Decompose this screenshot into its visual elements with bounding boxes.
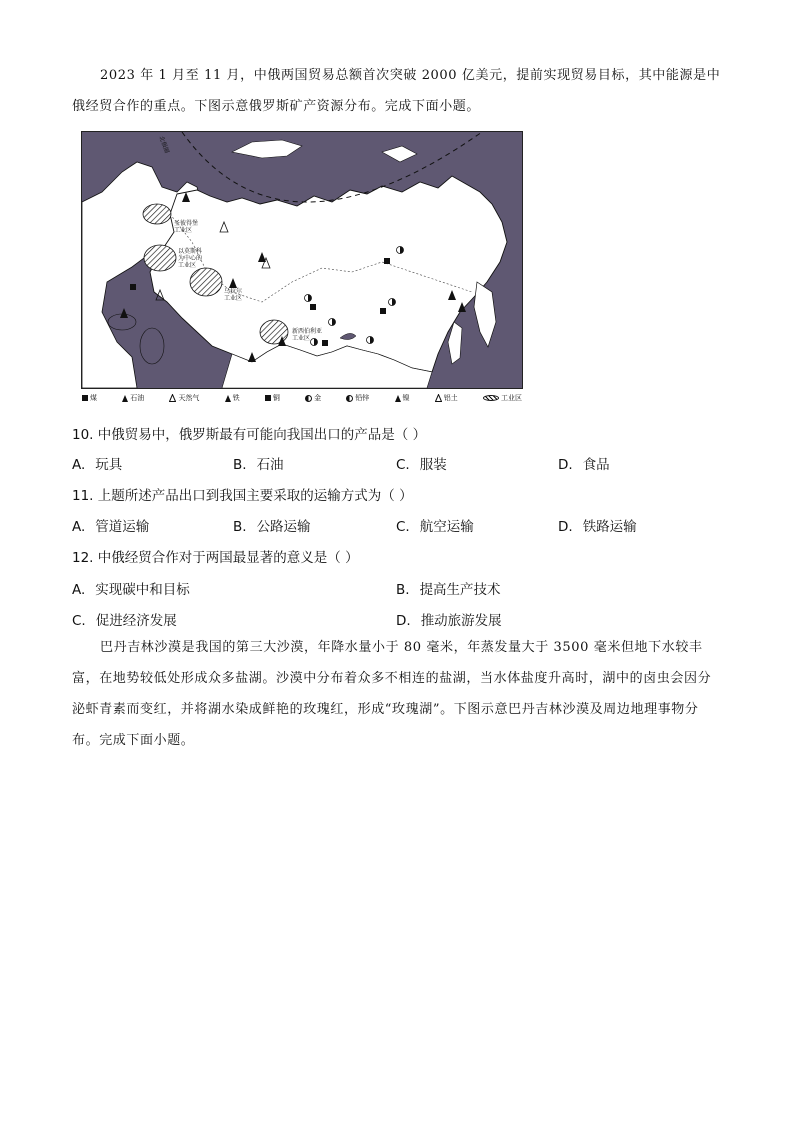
option-11-d[interactable]: D. 铁路运输 xyxy=(558,519,637,535)
question-12: 12. 中俄经贸合作对于两国最显著的意义是（ ） xyxy=(72,550,359,566)
triangle-icon xyxy=(225,395,231,402)
coal-symbol xyxy=(310,304,316,310)
legend-item: 工业区 xyxy=(483,393,522,403)
passage2-paragraph: 巴丹吉林沙漠是我国的第三大沙漠，年降水量小于 80 毫米，年蒸发量大于 3500 毫米但地下水较丰富，在地势较低处形成众多盐湖。沙漠中分布着众多不相连的盐湖，当水体盐度升高时，湖中的卤虫会因分泌虾青素而变红，并将湖水染成鲜艳的玫瑰红，形成“玫瑰湖”。下图示意巴丹吉林沙漠及周边地理事物分布。完成下面小题。 xyxy=(72,640,712,748)
industrial-zone-label: 圣彼得堡 工业区 xyxy=(174,220,199,234)
option-12-b[interactable]: B. 提高生产技术 xyxy=(396,582,501,598)
industrial-zone-novosibirsk xyxy=(260,320,288,344)
caspian-sea xyxy=(140,328,164,364)
legend-item: 金 xyxy=(305,393,321,403)
map-legend xyxy=(82,391,522,405)
industrial-zone-stpetersburg xyxy=(143,204,171,224)
coal-symbol xyxy=(380,308,386,314)
legend-item: 铁 xyxy=(225,393,240,403)
hatched-oval-icon xyxy=(483,395,499,401)
legend-item: 铅锌 xyxy=(346,393,369,403)
coal-symbol xyxy=(322,340,328,346)
option-12-a[interactable]: A. 实现碳中和目标 xyxy=(72,582,190,598)
industrial-zone-label: 乌拉尔 工业区 xyxy=(224,288,243,302)
option-11-b[interactable]: B. 公路运输 xyxy=(233,519,311,535)
industrial-zone-ural xyxy=(190,268,222,296)
coal-symbol xyxy=(130,284,136,290)
map-graphic xyxy=(82,132,522,388)
option-10-d[interactable]: D. 食品 xyxy=(558,457,610,473)
option-10-c[interactable]: C. 服装 xyxy=(396,457,447,473)
legend-item: 天然气 xyxy=(169,393,199,403)
option-10-a[interactable]: A. 玩具 xyxy=(72,457,123,473)
russia-mineral-map xyxy=(81,131,523,389)
industrial-zone-label: 以莫斯科 为中心的 工业区 xyxy=(178,248,203,269)
square-icon xyxy=(265,395,271,401)
option-12-c[interactable]: C. 促进经济发展 xyxy=(72,613,177,629)
triangle-icon xyxy=(122,395,128,402)
triangle-icon xyxy=(395,395,401,402)
option-11-a[interactable]: A. 管道运输 xyxy=(72,519,150,535)
legend-item: 铜 xyxy=(265,393,280,403)
industrial-zone-label: 新西伯利亚 工业区 xyxy=(292,328,323,342)
option-12-d[interactable]: D. 推动旅游发展 xyxy=(396,613,502,629)
half-circle-icon xyxy=(305,395,312,402)
legend-item: 铝土 xyxy=(435,393,458,403)
legend-item: 镍 xyxy=(395,393,410,403)
triangle-outline-icon xyxy=(435,394,442,402)
option-10-b[interactable]: B. 石油 xyxy=(233,457,284,473)
square-icon xyxy=(82,395,88,401)
question-11: 11. 上题所述产品出口到我国主要采取的运输方式为（ ） xyxy=(72,488,413,504)
triangle-outline-icon xyxy=(169,394,176,402)
intro-paragraph: 2023 年 1 月至 11 月，中俄两国贸易总额首次突破 2000 亿美元，提前实现贸易目标，其中能源是中俄经贸合作的重点。下图示意俄罗斯矿产资源分布。完成下面小题。 xyxy=(72,68,721,114)
coal-symbol xyxy=(384,258,390,264)
arctic-circle-label: 北极圈 xyxy=(157,135,171,155)
question-10: 10. 中俄贸易中，俄罗斯最有可能向我国出口的产品是（ ） xyxy=(72,427,427,443)
legend-item: 煤 xyxy=(82,393,97,403)
half-circle-icon xyxy=(346,395,353,402)
option-11-c[interactable]: C. 航空运输 xyxy=(396,519,474,535)
industrial-zone-moscow xyxy=(144,245,176,271)
legend-item: 石油 xyxy=(122,393,144,403)
